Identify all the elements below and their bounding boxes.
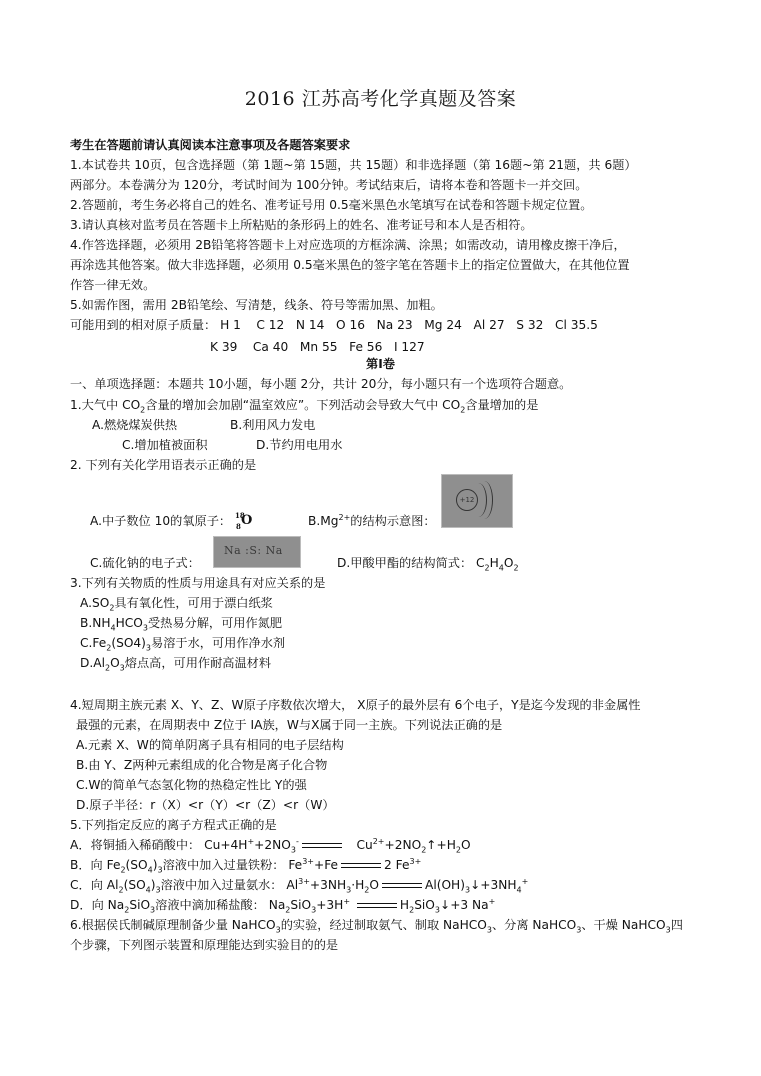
atomic-mass-line bbox=[70, 317, 598, 333]
atomic-mass-values-2: K 39 Ca 40 Mn 55 Fe 56 I 127 bbox=[210, 340, 425, 354]
notice-line: 1.本试卷共 10页，包含选择题（第 1题~第 15题，共 15题）和非选择题（第 16题~第 21题，共 6题） bbox=[70, 158, 637, 172]
q3-stem: 3.下列有关物质的性质与用途具有对应关系的是 bbox=[70, 576, 326, 590]
page-title: 2016 江苏高考化学真题及答案 bbox=[244, 88, 517, 110]
q1-option-a: A.燃烧煤炭供热 bbox=[92, 418, 178, 432]
q2-option-d: D.甲酸甲酯的结构简式： $C_2H_4O_2$ bbox=[337, 556, 519, 573]
q1-option-d: D.节约用电用水 bbox=[256, 438, 343, 452]
q4-option-b: B.由 Y、Z两种元素组成的化合物是离子化合物 bbox=[76, 758, 328, 772]
atomic-mass-values: H 1 C 12 N 14 O 16 Na 23 Mg 24 Al 27 S 32 Cl 35.5 bbox=[220, 318, 598, 332]
q2-option-c: C.硫化钠的电子式： bbox=[90, 556, 200, 570]
q6-stem-line1: 6.根据侯氏制碱原理制备少量 NaHCO$_3$的实验，经过制取氨气、制取 NaHCO$_3$、分离 NaHCO$_3$、干燥 NaHCO$_3$四 bbox=[70, 918, 683, 935]
q2-option-a: A.中子数位 10的氧原子： 18 8 O bbox=[90, 513, 255, 529]
q3-option-a: $A.SO_2$具有氧化性，可用于漂白纸浆 bbox=[80, 596, 273, 613]
section-heading: 一、单项选择题：本题共 10小题，每小题 2分，共计 20分，每小题只有一个选项符合题意。 bbox=[70, 377, 572, 391]
equals-sign bbox=[302, 843, 342, 848]
notice-line: 再涂选其他答案。做大非选择题，必须用 0.5毫米黑色的签字笔在答题卡上的指定位置做大，在其他位置 bbox=[70, 258, 630, 272]
equals-sign bbox=[341, 863, 381, 868]
q5-option-a: A．将铜插入稀硝酸中： $Cu+4H^++2NO_3^-$ $Cu^{2+}+2NO_2↑+H_2O$ bbox=[70, 836, 471, 855]
q4-option-a: A.元素 X、W的简单阴离子具有相同的电子层结构 bbox=[76, 738, 344, 752]
q5-stem: 5.下列指定反应的离子方程式正确的是 bbox=[70, 818, 277, 832]
notice-heading: 考生在答题前请认真阅读本注意事项及各题答案要求 bbox=[70, 138, 351, 152]
volume-heading: 第Ⅰ卷 bbox=[366, 357, 395, 371]
q1-stem: 1.大气中 $CO_2$含量的增加会加剧“温室效应”。下列活动会导致大气中 $CO_2$含量增加的是 bbox=[70, 398, 539, 415]
mg-ion-structure-image: +12 bbox=[441, 474, 513, 528]
q3-option-d: $D.Al_2O_3$熔点高，可用作耐高温材料 bbox=[80, 656, 272, 673]
equals-sign bbox=[357, 903, 397, 908]
notice-line: 3.请认真核对监考员在答题卡上所粘贴的条形码上的姓名、准考证号和本人是否相符。 bbox=[70, 218, 533, 232]
q4-stem-line1: 4.短周期主族元素 X、Y、Z、W原子序数依次增大， X原子的最外层有 6个电子，Y是迄今发现的非金属性 bbox=[70, 698, 641, 712]
q3-option-b: $B.NH_4HCO_3$受热易分解，可用作氮肥 bbox=[80, 616, 283, 633]
notice-line: 2.答题前，考生务必将自己的姓名、准考证号用 0.5毫米黑色水笔填写在试卷和答题卡规定位置。 bbox=[70, 198, 593, 212]
oxygen-isotope-symbol: 18 8 O bbox=[234, 511, 253, 531]
notice-line: 4.作答选择题，必须用 2B铅笔将答题卡上对应选项的方框涂满、涂黑；如需改动，请用橡皮擦干净后， bbox=[70, 238, 626, 252]
q1-option-b: B.利用风力发电 bbox=[230, 418, 316, 432]
q4-stem-line2: 最强的元素，在周期表中 Z位于 IA族，W与X属于同一主族。下列说法正确的是 bbox=[76, 718, 503, 732]
q4-option-d: D.原子半径：r（X）<r（Y）<r（Z）<r（W） bbox=[76, 798, 335, 812]
q4-option-c: C.W的简单气态氢化物的热稳定性比 Y的强 bbox=[76, 778, 307, 792]
sodium-sulfide-electron-image: Na :S: Na bbox=[213, 536, 301, 568]
q6-stem-line2: 个步骤，下列图示装置和原理能达到实验目的的是 bbox=[70, 938, 339, 952]
q5-option-c: C．向 $Al_2(SO_4)_3$溶液中加入过量氨水： $Al^{3+}+3NH_3\cdot H_2O$ $Al(OH)_3↓+3NH_4^+$ bbox=[70, 876, 529, 895]
notice-line: 作答一律无效。 bbox=[70, 278, 156, 292]
notice-line: 5.如需作图，需用 2B铅笔绘、写清楚，线条、符号等需加黑、加粗。 bbox=[70, 298, 443, 312]
q2-option-b: $B.Mg^{2+}$的结构示意图： bbox=[308, 512, 436, 528]
equals-sign bbox=[382, 883, 422, 888]
q5-option-d: D．向 $Na_2SiO_3$溶液中滴加稀盐酸： $Na_2SiO_3+3H^+$ $H_2SiO_3↓+3$ Na+ bbox=[70, 896, 496, 915]
q5-option-b: B．向 $Fe_2(SO_4)_3$溶液中加入过量铁粉： $Fe^{3+}+Fe$ 2 $Fe^{3+}$ bbox=[70, 856, 422, 875]
q1-option-c: C.增加植被面积 bbox=[122, 438, 208, 452]
q2-stem: 2. 下列有关化学用语表示正确的是 bbox=[70, 458, 257, 472]
notice-line: 两部分。本卷满分为 120分，考试时间为 100分钟。考试结束后，请将本卷和答题卡一并交回。 bbox=[70, 178, 588, 192]
q3-option-c: $C.Fe_2(SO4)_3$易溶于水，可用作净水剂 bbox=[80, 636, 286, 653]
atomic-mass-label: 可能用到的相对原子质量： bbox=[70, 318, 217, 332]
